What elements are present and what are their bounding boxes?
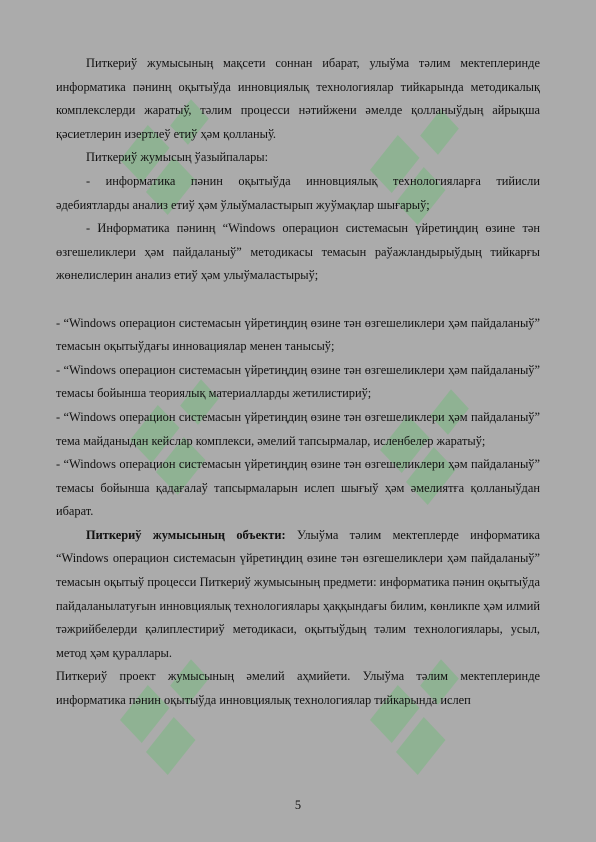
list-item-task-1: - информатика пәнин оқытыўда инновциялық технологияларға тийисли әдебиятларды анализ етиў ҳәм ўлыўмаластырып жуўмақлар шығарыў; bbox=[56, 173, 540, 212]
list-item-task-4: - “Windows операцион системасын үйретиңдиң өзине тән өзгешеликлери ҳәм пайдаланыў” темасы бойынша теориялық материалларды жетилистириў; bbox=[56, 362, 540, 401]
object-heading: Питкериў жумысының объекти: bbox=[86, 527, 286, 542]
paragraph-aim: Питкериў жумысының мақсети соннан ибарат, улыўма тәлим мектеплеринде информатика пәнинң оқытыўда инновциялық технологиялар тийкарында методикалық комплекслерди жаратыў, тәлим процесси нәтийжени әмелде қолланыўдың айрықша қәсиетлерин изертлеў етиў ҳәм қолланыў. bbox=[56, 56, 540, 141]
page-number: 5 bbox=[294, 798, 302, 812]
paragraph-tasks-heading: Питкериў жумысың ўазыйпалары: bbox=[86, 150, 269, 165]
body-text bbox=[56, 52, 540, 713]
list-item-task-3: - “Windows операцион системасын үйретиңдиң өзине тән өзгешеликлери ҳәм пайдаланыў” темасын оқытыўдағы инновациялар менен танысыў; bbox=[56, 315, 540, 354]
list-item-task-6: - “Windows операцион системасын үйретиңдиң өзине тән өзгешеликлери ҳәм пайдаланыў” темасы бойынша қадағалаў тапсырмаларын ислеп шығыў ҳәм әмелиятға қолланыўдан ибарат. bbox=[56, 457, 540, 519]
list-item-task-2: - Информатика пәнинң “Windows операцион системасын үйретиңдиң өзине тән өзгешеликлери ҳәм пайдаланыў” методикасы темасын раўажландырыўдың тийкарғы жөнелислерин анализ етиў ҳәм улыўмаластырыў; bbox=[56, 221, 540, 283]
blank-line bbox=[56, 288, 540, 312]
paragraph-practical-value: Питкериў проект жумысының әмелий аҳмийети. Улыўма тәлим мектеплеринде информатика пәнин оқытыўда инновциялық технологиялар тийкарында ислеп bbox=[56, 669, 540, 708]
paragraph-object bbox=[56, 524, 540, 666]
object-text: Улыўма тәлим мектеплерде информатика “Windows операцион системасын үйретиңдиң өзине тән өзгешеликлери ҳәм пайдаланыў” темасын оқытыў процесси Питкериў жумысының предмети: информатика пәнин оқытыўда пайдаланылатуғын инновциялық технологиялары ҳаққындағы билим, көнликпе ҳәм илмий тәжрийбелерди қәлиплестириў методикаси, оқытыўдың тәлим технологиялары, усыл, метод ҳәм қураллары. bbox=[56, 527, 540, 660]
list-item-task-5: - “Windows операцион системасын үйретиңдиң өзине тән өзгешеликлери ҳәм пайдаланыў” тема майданыдан кейслар комплекси, әмелий тапсырмалар, исленбелер жаратыў; bbox=[56, 409, 540, 448]
